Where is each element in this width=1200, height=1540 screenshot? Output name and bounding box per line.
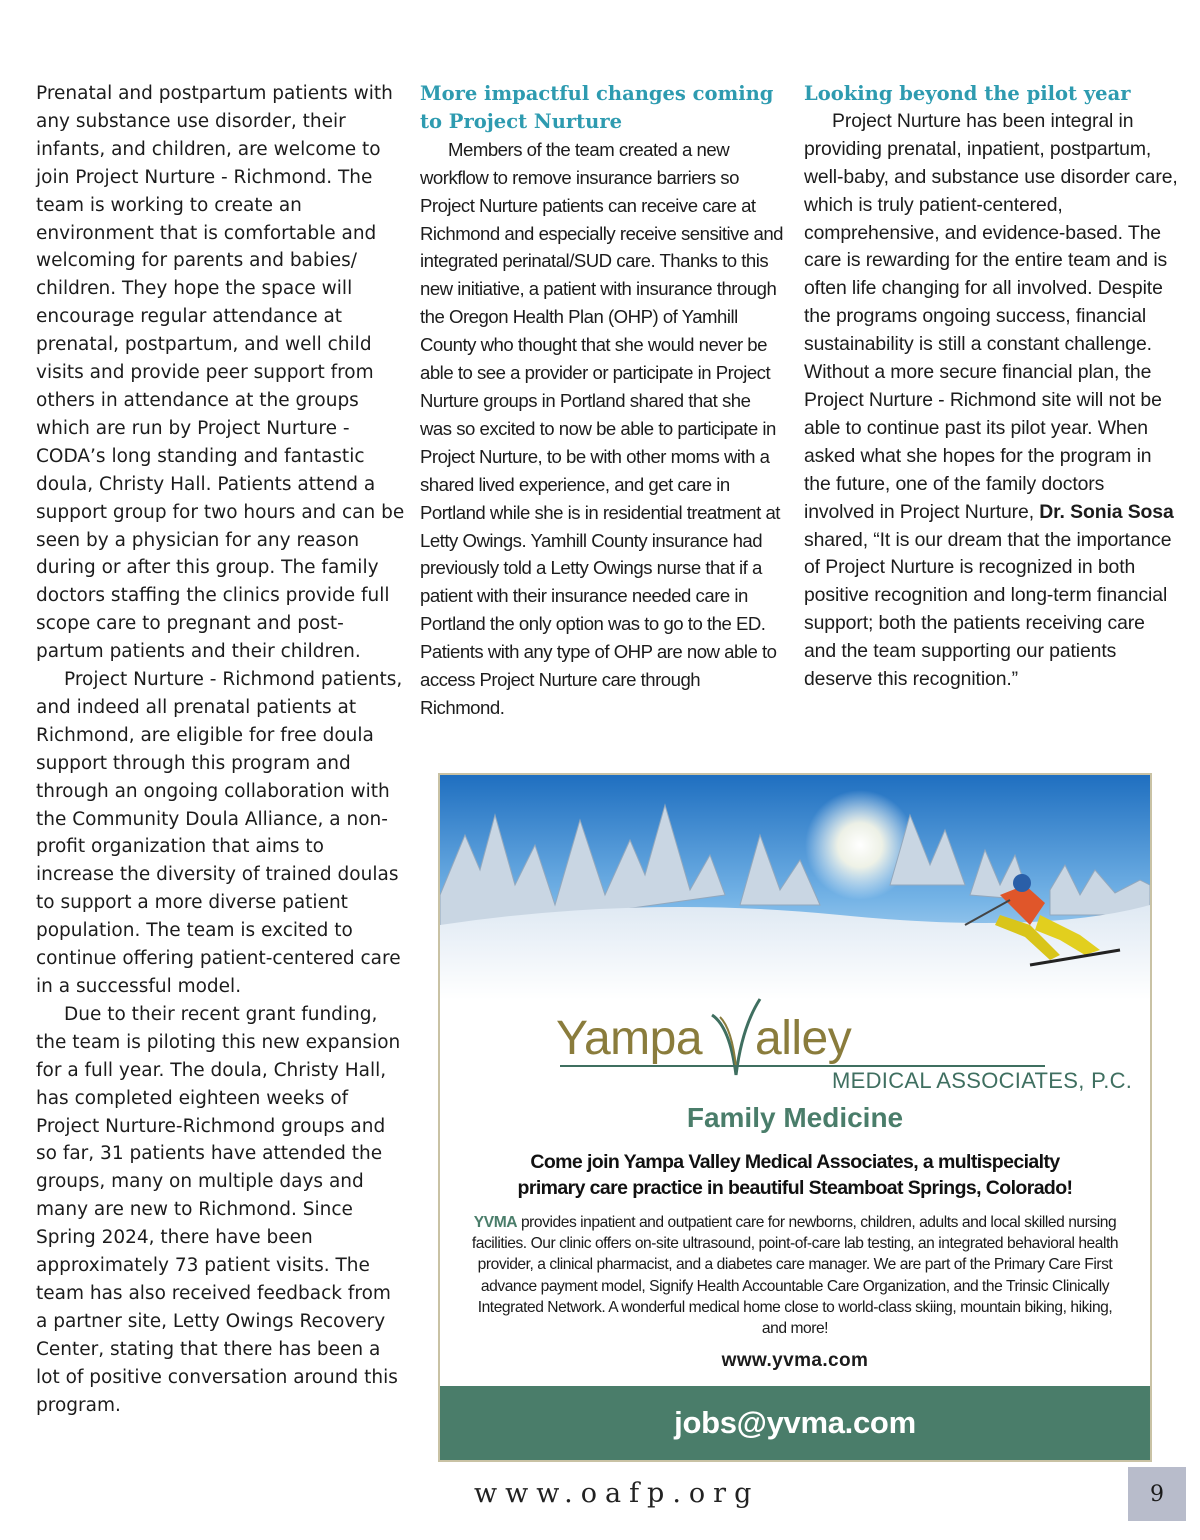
paragraph: Due to their recent grant funding, the team is piloting this new expansion for a full year. The doula, Christy Hall, has completed eighteen weeks of Project Nurture-Richmond groups and so far, 31 patients have attended the groups, many on multiple days and many are new to Richmond. Since Spring 2024, there have been approximately 73 patient visits. The team has also received feedback from a partner site, Letty Owings Recovery Center, stating that there has been a lot of positive conversation around this program. xyxy=(36,1003,401,1416)
footer-url[interactable]: www.oafp.org xyxy=(474,1478,760,1509)
ad-title: Family Medicine xyxy=(686,1102,904,1133)
paragraph-text: Project Nurture has been integral in providing prenatal, inpatient, postpartum, well-baby, and substance use disorder care, which is truly patient-centered, comprehensive, and evidence-based. The care is rewarding for the entire team and is often life changing for all involved. Despite the programs ongoing success, financial sustainability is still a constant challenge. Without a more secure financial plan, the Project Nurture - Richmond site will not be able to continue past its pilot year. When asked what she hopes for the program in the future, one of the family doctors involved in Project Nurture, xyxy=(804,109,1178,523)
article-column-2 xyxy=(420,80,785,722)
yvma-advertisement xyxy=(438,773,1152,1462)
section-heading: More impactful changes coming to Project Nurture xyxy=(420,82,774,133)
ad-lead-line: primary care practice in beautiful Steamboat Springs, Colorado! xyxy=(517,1177,1073,1199)
ad-body-text: provides inpatient and outpatient care for newborns, children, adults and local skilled nursing facilities. Our clinic offers on-site ultrasound, point-of-care lab testing, an integrated behavioral health provider, a clinical pharmacist, and a diabetes care manager. We are part of the Primary Care First advance payment model, Signify Health Accountable Care Organization, and the Trinsic Clinically Integrated Network. A wonderful medical home close to world-class skiing, mountain biking, hiking, and more! xyxy=(471,1214,1119,1338)
ad-lead xyxy=(480,1149,1110,1201)
article-column-1 xyxy=(36,80,406,1420)
article-column-3 xyxy=(804,80,1179,694)
paragraph: Members of the team created a new workflow to remove insurance barriers so Project Nurture patients can receive care at Richmond and especially receive sensitive and integrated perinatal/SUD care. Thanks to this new initiative, a patient with insurance through the Oregon Health Plan (OHP) of Yamhill County who thought that she would never be able to see a provider or participate in Project Nurture groups in Portland shared that she was so excited to now be able to participate in Project Nurture, to be with other moms with a shared lived experience, and get care in Portland while she is in residential treatment at Letty Owings. Yamhill County insurance had previously told a Letty Owings nurse that if a patient with their insurance needed care in Portland the only option was to go to the ED. Patients with any type of OHP are now able to access Project Nurture care through Richmond. xyxy=(420,138,784,718)
ad-website-link[interactable]: www.yvma.com xyxy=(721,1350,869,1371)
paragraph xyxy=(804,108,1179,694)
logo-word-alley: alley xyxy=(755,1012,852,1065)
ad-body xyxy=(470,1212,1120,1339)
ad-email-link[interactable]: jobs@yvma.com xyxy=(674,1405,916,1440)
paragraph: Prenatal and postpartum patients with any substance use disorder, their infants, and children, are welcome to join Project Nurture - Richmond. The team is working to create an environment that is comfortable and welcoming for parents and babies/ children. They hope the space will encourage regular attendance at prenatal, postpartum, and well child visits and provide peer support from others in attendance at the groups which are run by Project Nurture - CODA’s long standing and fantastic doula, Christy Hall. Patients attend a support group for two hours and can be seen by a physician for any reason during or after this group. The family doctors staffing the clinics provide full scope care to pregnant and post-partum patients and their children. xyxy=(36,83,405,663)
ski-scene-photo xyxy=(440,775,1150,1000)
doctor-name: Dr. Sonia Sosa xyxy=(1039,500,1174,523)
page-number: 9 xyxy=(1128,1467,1186,1521)
logo-word-yampa: Yampa xyxy=(556,1012,703,1065)
yvma-logo xyxy=(550,997,1133,1097)
ad-lead-line: Come join Yampa Valley Medical Associates, a multispecialty xyxy=(530,1151,1060,1173)
section-heading: Looking beyond the pilot year xyxy=(804,82,1131,105)
paragraph-text: shared, “It is our dream that the importance of Project Nurture is recognized in both positive recognition and long-term financial support; both the patients receiving care and the team supporting our patients deserve this recognition.” xyxy=(804,528,1172,691)
ad-body-abbr: YVMA xyxy=(473,1214,518,1231)
logo-rule xyxy=(560,1065,1045,1067)
paragraph: Project Nurture - Richmond patients, and indeed all prenatal patients at Richmond, are eligible for free doula support through this program and through an ongoing collaboration with the Community Doula Alliance, a non-profit organization that aims to increase the diversity of trained doulas to support a more diverse patient population. The team is excited to continue offering patient-centered care in a successful model. xyxy=(36,669,403,997)
logo-subtitle: MEDICAL ASSOCIATES, P.C. xyxy=(832,1068,1133,1093)
ad-contact-bar xyxy=(440,1386,1150,1460)
